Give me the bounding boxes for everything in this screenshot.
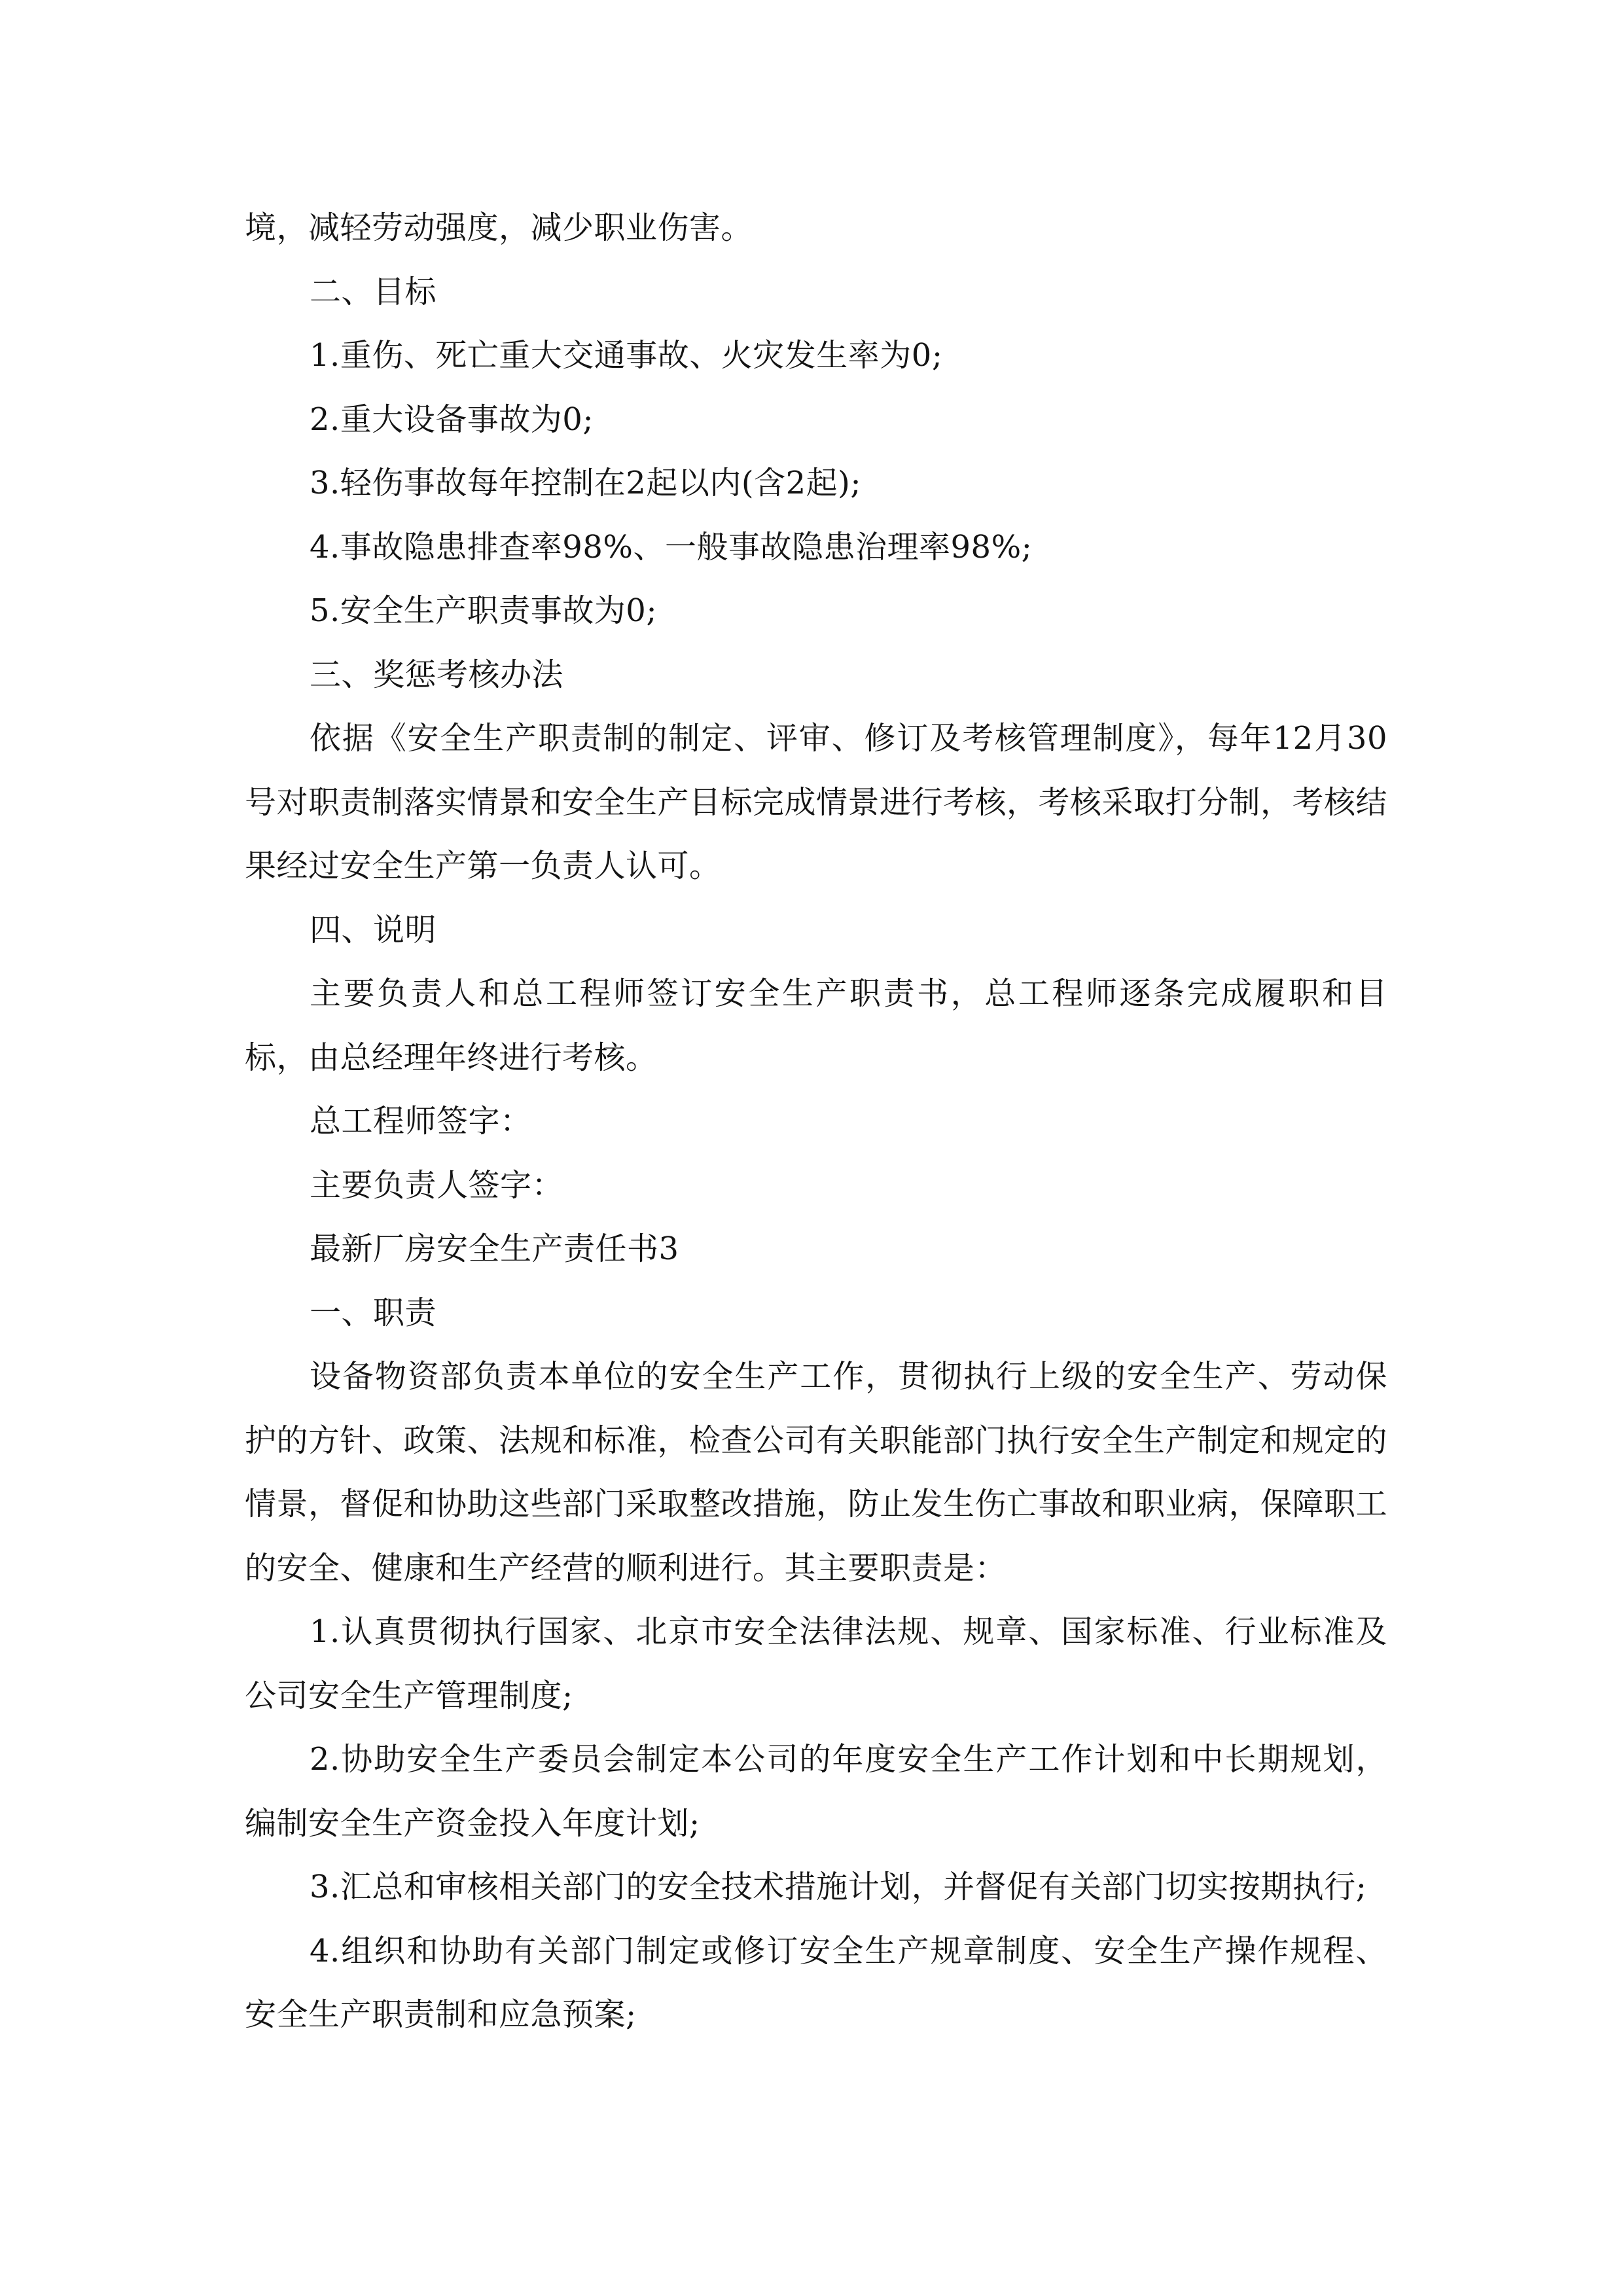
- duties-paragraph: 设备物资部负责本单位的安全生产工作，贯彻执行上级的安全生产、劳动保护的方针、政策、法规和标准，检查公司有关职能部门执行安全生产制定和规定的情景，督促和协助这些部门采取整改措施，防止发生伤亡事故和职业病，保障职工的安全、健康和生产经营的顺利进行。其主要职责是：: [245, 1358, 1388, 1587]
- signature-chief-engineer: 总工程师签字：: [310, 1103, 532, 1139]
- goal-item-2: 2.重大设备事故为0;: [310, 401, 594, 438]
- goal-item-1: 1.重伤、死亡重大交通事故、火灾发生率为0;: [310, 337, 943, 374]
- duty-item-1: 1.认真贯彻执行国家、北京市安全法律法规、规章、国家标准、行业标准及公司安全生产管理制度;: [245, 1613, 1387, 1714]
- duty-item-4: 4.组织和协助有关部门制定或修订安全生产规章制度、安全生产操作规程、安全生产职责制和应急预案;: [245, 1932, 1387, 2033]
- section-heading-duties: 一、职责: [310, 1294, 437, 1331]
- duty-item-2: 2.协助安全生产委员会制定本公司的年度安全生产工作计划和中长期规划，编制安全生产资金投入年度计划;: [245, 1741, 1387, 1842]
- notes-paragraph: 主要负责人和总工程师签订安全生产职责书，总工程师逐条完成履职和目标，由总经理年终进行考核。: [245, 975, 1387, 1076]
- section-heading-assessment: 三、奖惩考核办法: [310, 656, 564, 693]
- goal-item-3: 3.轻伤事故每年控制在2起以内(含2起);: [310, 465, 862, 501]
- duty-item-3: 3.汇总和审核相关部门的安全技术措施计划，并督促有关部门切实按期执行;: [310, 1869, 1367, 1905]
- document-body: [245, 196, 1387, 2047]
- goal-item-4: 4.事故隐患排查率98%、一般事故隐患治理率98%;: [310, 528, 1033, 565]
- goal-item-5: 5.安全生产职责事故为0;: [310, 592, 658, 629]
- assessment-paragraph: 依据《安全生产职责制的制定、评审、修订及考核管理制度》，每年12月30号对职责制落实情景和安全生产目标完成情景进行考核，考核采取打分制，考核结果经过安全生产第一负责人认可。: [245, 720, 1388, 884]
- signature-principal: 主要负责人签字：: [310, 1166, 564, 1204]
- paragraph-continuation: 境，减轻劳动强度，减少职业伤害。: [245, 209, 753, 246]
- section-heading-notes: 四、说明: [310, 911, 437, 948]
- document-subtitle: 最新厂房安全生产责任书3: [310, 1230, 679, 1267]
- section-heading-goals: 二、目标: [310, 273, 437, 310]
